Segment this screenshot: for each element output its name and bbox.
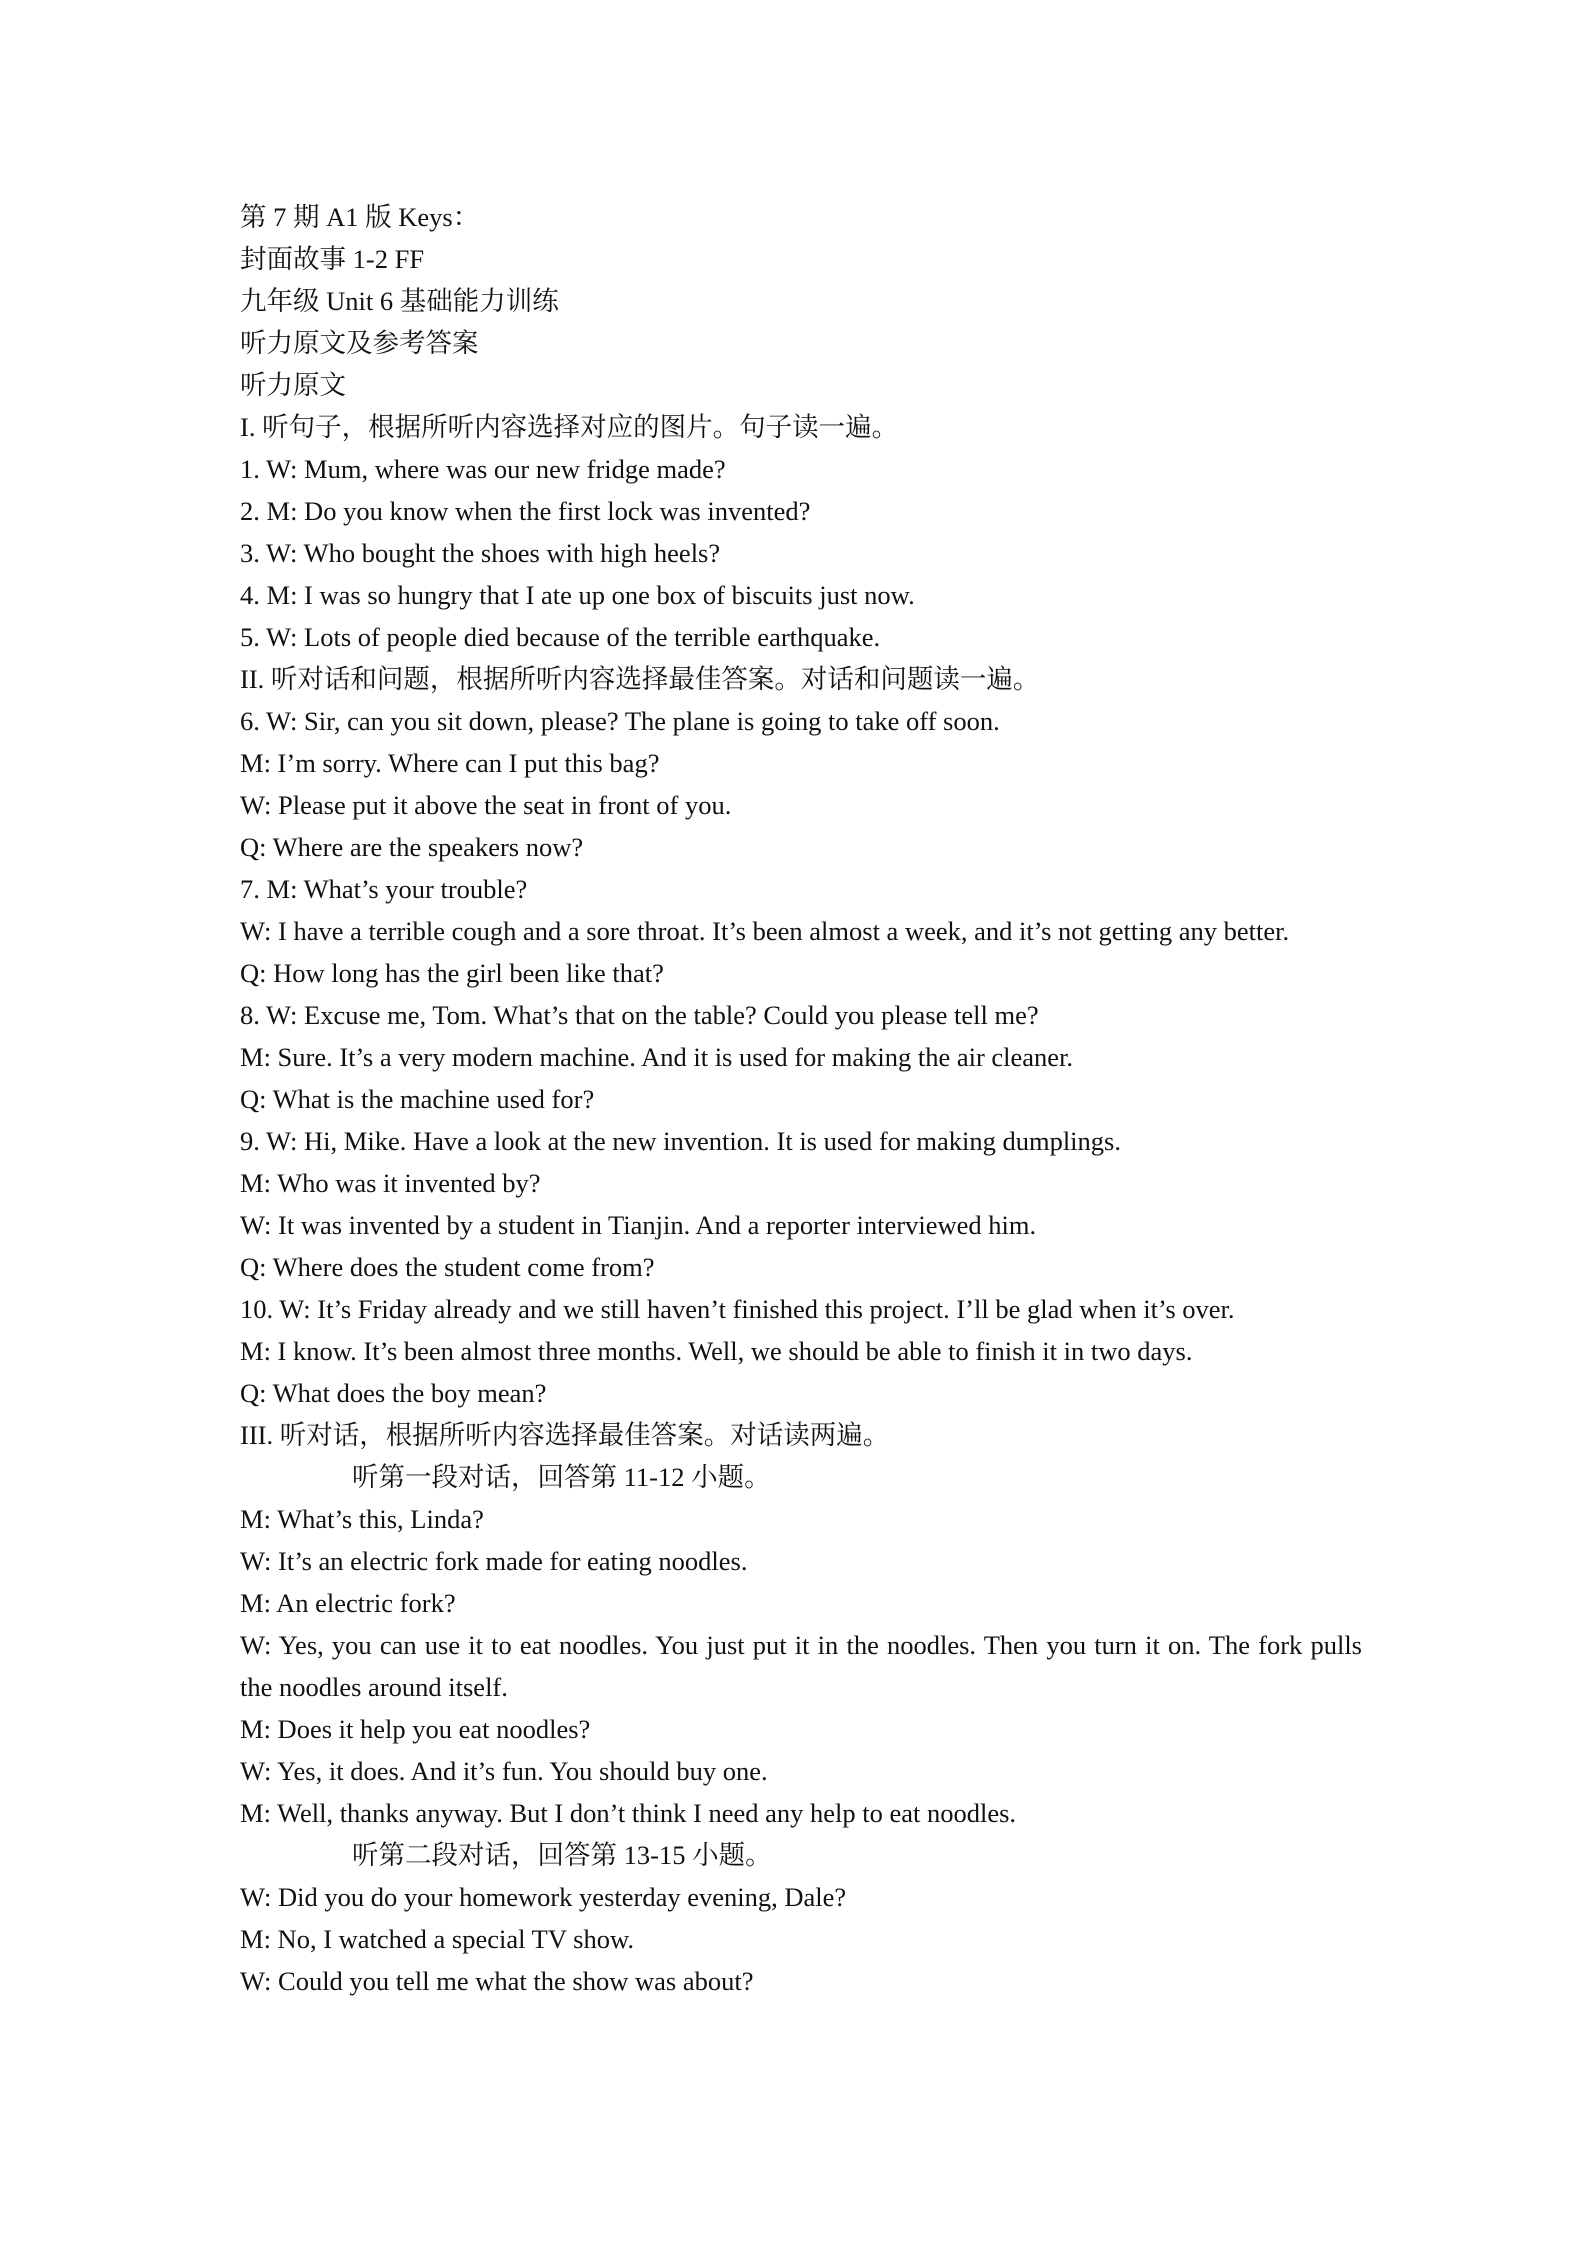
text-line: 5. W: Lots of people died because of the terrible earthquake. xyxy=(240,622,881,652)
text-line: 2. M: Do you know when the first lock was invented? xyxy=(240,496,811,526)
text-line: W: Could you tell me what the show was about? xyxy=(240,1966,754,1996)
text-line: 4. M: I was so hungry that I ate up one box of biscuits just now. xyxy=(240,580,915,610)
text-line: W: Did you do your homework yesterday evening, Dale? xyxy=(240,1882,847,1912)
text-line: M: Who was it invented by? xyxy=(240,1168,541,1198)
text-line: Q: Where are the speakers now? xyxy=(240,832,584,862)
text-line: M: Does it help you eat noodles? xyxy=(240,1714,591,1744)
text-line: M: I know. It’s been almost three months. Well, we should be able to finish it in two days. xyxy=(240,1336,1193,1366)
text-line: Q: What is the machine used for? xyxy=(240,1084,595,1114)
text-line: Q: How long has the girl been like that? xyxy=(240,958,664,988)
text-line: M: I’m sorry. Where can I put this bag? xyxy=(240,748,660,778)
document-page xyxy=(240,196,1362,2002)
text-line: W: Yes, you can use it to eat noodles. You just put it in the noodles. Then you turn it on. The fork pulls the noodles around itself. xyxy=(240,1630,1362,1702)
text-line: W: Please put it above the seat in front of you. xyxy=(240,790,732,820)
text-line: M: An electric fork? xyxy=(240,1588,456,1618)
text-line: Q: What does the boy mean? xyxy=(240,1378,547,1408)
text-line: I. 听句子，根据所听内容选择对应的图片。句子读一遍。 xyxy=(240,412,899,442)
text-line: 7. M: What’s your trouble? xyxy=(240,874,528,904)
text-line: 听第二段对话，回答第 13-15 小题。 xyxy=(352,1840,772,1870)
text-line: III. 听对话，根据所听内容选择最佳答案。对话读两遍。 xyxy=(240,1420,890,1450)
text-line: 1. W: Mum, where was our new fridge made? xyxy=(240,454,726,484)
text-line: II. 听对话和问题，根据所听内容选择最佳答案。对话和问题读一遍。 xyxy=(240,664,1040,694)
text-line: 听力原文及参考答案 xyxy=(240,328,479,358)
text-line: 听第一段对话，回答第 11-12 小题。 xyxy=(352,1462,771,1492)
text-line: 第 7 期 A1 版 Keys： xyxy=(240,202,480,232)
text-line: 9. W: Hi, Mike. Have a look at the new invention. It is used for making dumplings. xyxy=(240,1126,1121,1156)
text-line: 10. W: It’s Friday already and we still haven’t finished this project. I’ll be glad when it’s over. xyxy=(240,1294,1235,1324)
text-line: 8. W: Excuse me, Tom. What’s that on the table? Could you please tell me? xyxy=(240,1000,1039,1030)
text-line: 听力原文 xyxy=(240,370,346,400)
text-line: M: What’s this, Linda? xyxy=(240,1504,484,1534)
text-line: Q: Where does the student come from? xyxy=(240,1252,655,1282)
text-line: 九年级 Unit 6 基础能力训练 xyxy=(240,286,559,316)
text-line: W: It’s an electric fork made for eating noodles. xyxy=(240,1546,748,1576)
text-line: 6. W: Sir, can you sit down, please? The plane is going to take off soon. xyxy=(240,706,1000,736)
text-line: M: Sure. It’s a very modern machine. And it is used for making the air cleaner. xyxy=(240,1042,1074,1072)
text-line: W: I have a terrible cough and a sore throat. It’s been almost a week, and it’s not getting any better. xyxy=(240,916,1290,946)
text-line: 封面故事 1-2 FF xyxy=(240,244,425,274)
text-line: W: It was invented by a student in Tianjin. And a reporter interviewed him. xyxy=(240,1210,1037,1240)
text-line: M: Well, thanks anyway. But I don’t think I need any help to eat noodles. xyxy=(240,1798,1017,1828)
text-line: M: No, I watched a special TV show. xyxy=(240,1924,634,1954)
text-line: W: Yes, it does. And it’s fun. You should buy one. xyxy=(240,1756,768,1786)
text-line: 3. W: Who bought the shoes with high heels? xyxy=(240,538,721,568)
